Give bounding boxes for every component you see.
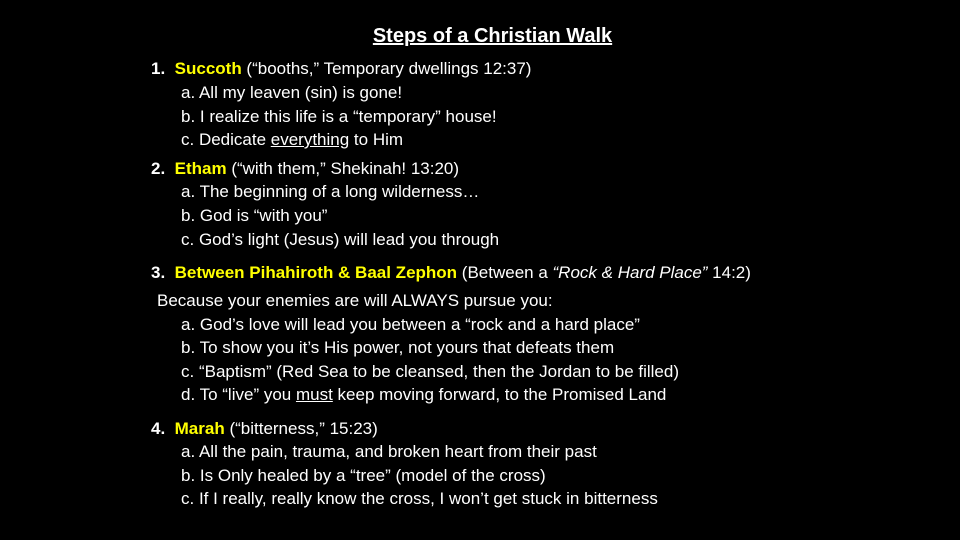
step-4-item-a: a. All the pain, trauma, and broken heart from their past: [181, 442, 597, 461]
step-3-note: Because your enemies are will ALWAYS pursue you:: [157, 291, 553, 310]
step-1-detail: (“booths,” Temporary dwellings 12:37): [241, 59, 532, 78]
step-3-detail-before: (Between a: [457, 263, 553, 282]
step-1-number: 1.: [151, 59, 166, 78]
step-3-item-a: a. God’s love will lead you between a “rock and a hard place”: [181, 315, 640, 334]
step-4-detail: (“bitterness,” 15:23): [224, 419, 378, 438]
step-3-heading: [151, 262, 751, 284]
step-4-name: Marah: [174, 419, 225, 438]
step-3-item-d: [181, 384, 666, 406]
step-2-name: Etham: [174, 159, 227, 178]
step-2-number: 2.: [151, 159, 166, 178]
step-1-item-a: a. All my leaven (sin) is gone!: [181, 83, 403, 102]
step-1-item-b: b. I realize this life is a “temporary” house!: [181, 107, 497, 126]
step-4-number: 4.: [151, 419, 166, 438]
step-2-item-a: a. The beginning of a long wilderness…: [181, 182, 480, 201]
step-3-item-b: b. To show you it’s His power, not yours that defeats them: [181, 338, 615, 357]
step-1-item-c-before: c. Dedicate: [181, 130, 271, 149]
step-1-item-c-underlined: everything: [270, 130, 350, 149]
step-1-item-c: [181, 129, 403, 151]
step-4-item-c: c. If I really, really know the cross, I won’t get stuck in bitterness: [181, 489, 658, 508]
step-2-heading: [151, 158, 459, 180]
step-1-name: Succoth: [174, 59, 242, 78]
slide-title: Steps of a Christian Walk: [372, 25, 613, 47]
step-3-item-d-before: d. To “live” you: [181, 385, 296, 404]
step-3-item-c: c. “Baptism” (Red Sea to be cleansed, then the Jordan to be filled): [181, 362, 679, 381]
step-3-name: Between Pihahiroth & Baal Zephon: [174, 263, 458, 282]
step-2-item-c: c. God’s light (Jesus) will lead you through: [181, 230, 500, 249]
step-3-number: 3.: [151, 263, 166, 282]
step-1-heading: [151, 58, 531, 80]
step-3-detail-after: 14:2): [707, 263, 751, 282]
step-4-item-b: b. Is Only healed by a “tree” (model of the cross): [181, 466, 546, 485]
step-4-heading: [151, 418, 378, 440]
step-3-item-d-underlined: must: [295, 385, 333, 404]
step-3-item-d-after: keep moving forward, to the Promised Land: [332, 385, 667, 404]
step-2-detail: (“with them,” Shekinah! 13:20): [226, 159, 460, 178]
step-3-detail-italic: “Rock & Hard Place”: [552, 263, 708, 282]
step-2-item-b: b. God is “with you”: [181, 206, 328, 225]
step-1-item-c-after: to Him: [349, 130, 404, 149]
